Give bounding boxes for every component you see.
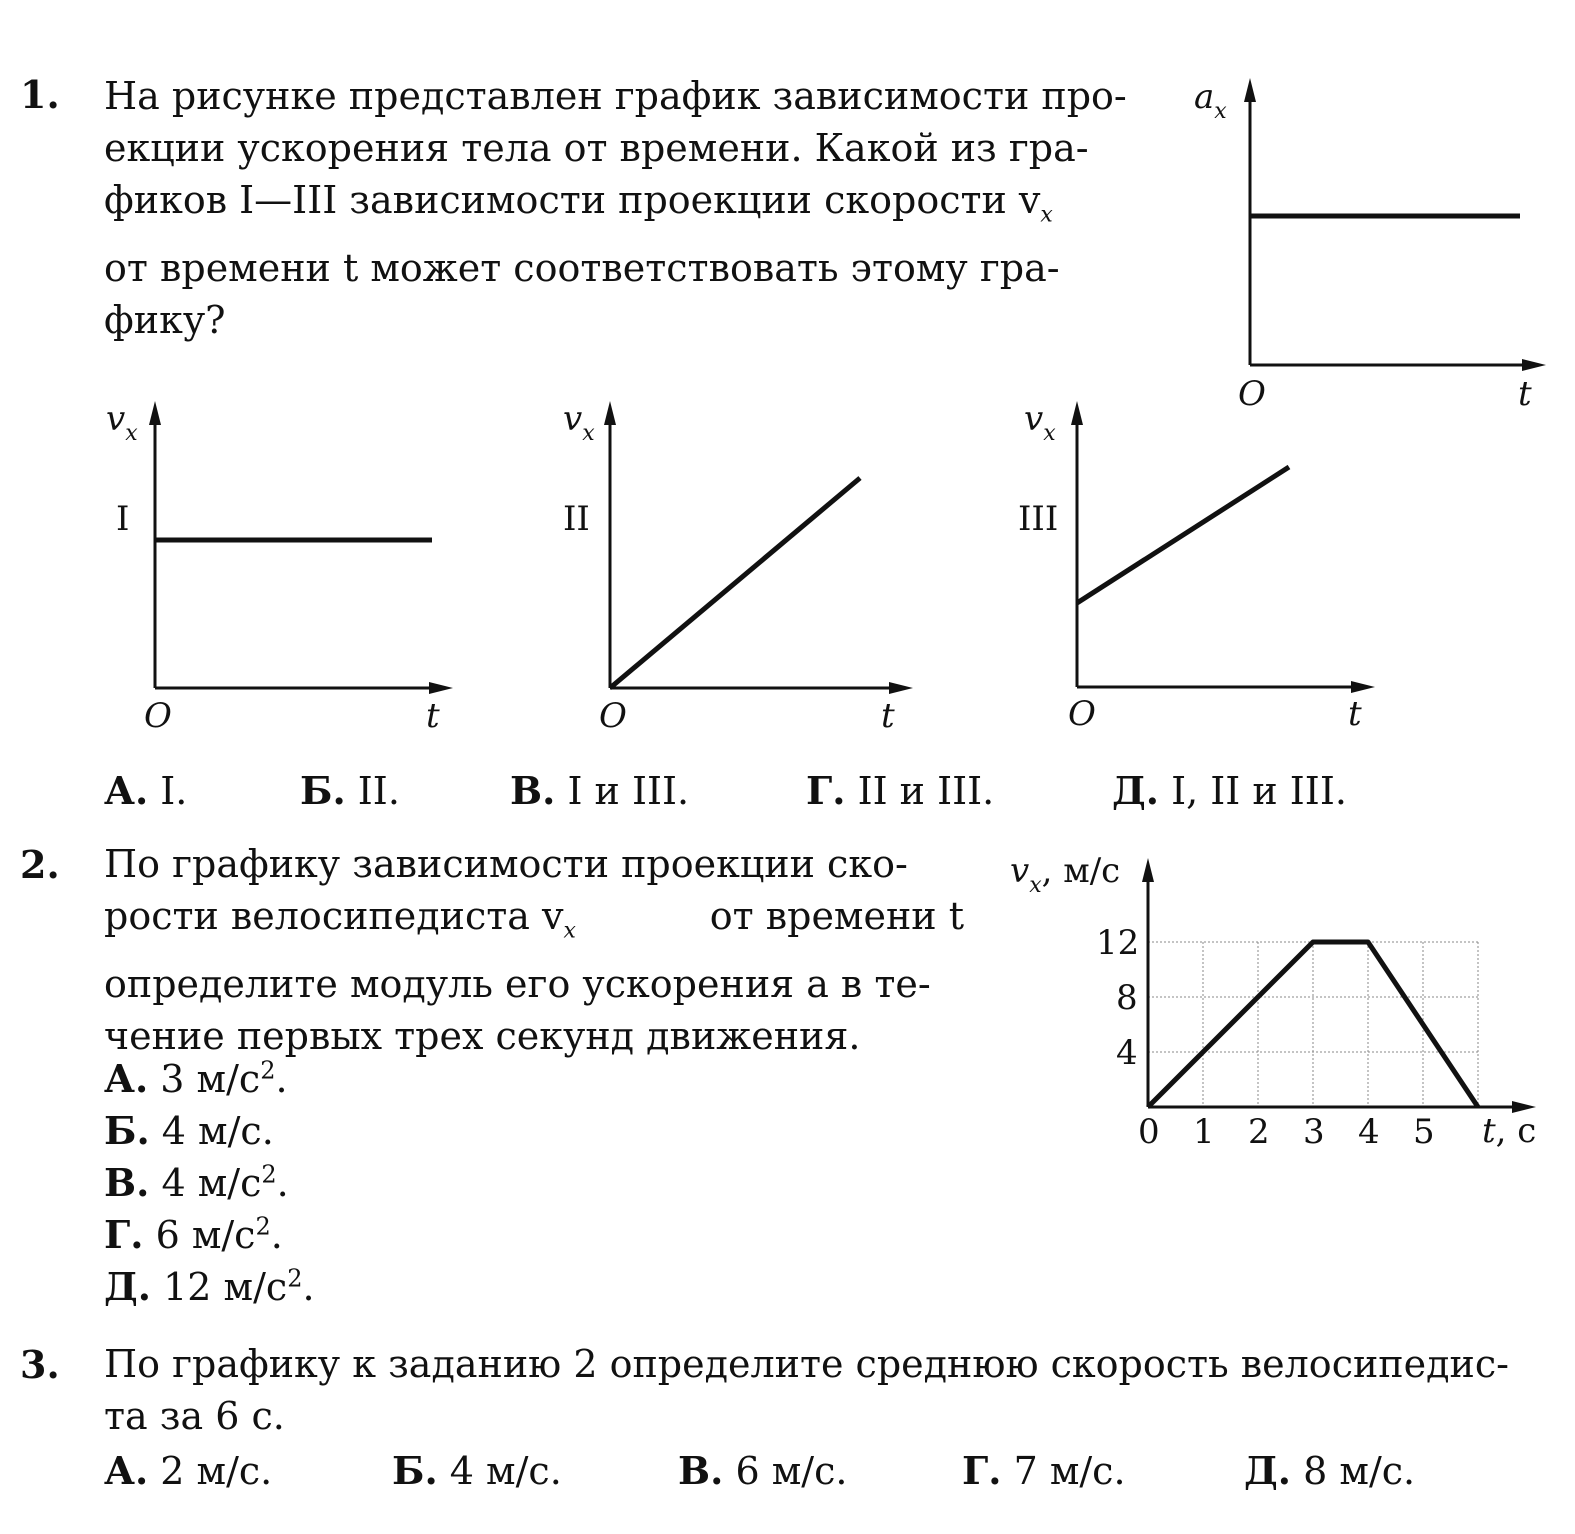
graph-II-x-label: t [881,696,895,736]
q1-option-e-letter: Д. [1112,768,1160,813]
q3-option-e-letter: Д. [1244,1448,1292,1493]
graph-III-roman: III [1018,499,1059,539]
q2-option-d-text: 6 м/с [155,1213,256,1257]
q3-option-a[interactable] [104,1448,272,1493]
q2-line-3: определите модуль его ускорения a в те- [104,961,931,1006]
q1-option-c[interactable] [510,768,689,813]
q3-option-a-letter: А. [104,1448,149,1493]
q2-option-b-text: 4 м/с. [161,1109,274,1153]
graph-II-origin: O [599,696,627,736]
q1-line-1: На рисунке представлен график зависимости про- [104,74,1127,118]
graph-I-roman: I [116,499,130,539]
question-3-number: 3. [20,1342,60,1387]
q2-line-1: По графику зависимости проекции ско- [104,842,908,886]
velocity-graph-I [100,395,480,755]
chart-y-label: v [1010,851,1030,891]
chart-x-tick-label: 3 [1303,1112,1325,1152]
q1-option-b[interactable] [300,768,400,813]
chart-x-tick-label: 1 [1193,1112,1215,1152]
q2-option-a-end: . [275,1057,288,1101]
q2-option-c-letter: В. [104,1160,150,1205]
q2-option-c[interactable] [104,1160,289,1205]
svg-text:vx [106,399,138,446]
chart-y-arrow [1142,858,1154,882]
q3-option-e-text: 8 м/с. [1303,1449,1416,1493]
chart-y-tick-label: 12 [1096,923,1140,963]
q1-line-3-sub: x [1040,202,1053,228]
chart-x-tick-label: 5 [1413,1112,1435,1152]
q1-option-b-letter: Б. [300,768,346,813]
chart-x-tick-label: 0 [1138,1112,1160,1152]
q1-option-c-text: I и III. [567,769,690,813]
chart-y-unit: , м/с [1041,851,1121,891]
q2-line-2-a [104,890,576,958]
graph-III-x-label: t [1348,694,1362,734]
q2-option-e[interactable] [104,1264,315,1309]
accel-y-sub: x [1214,99,1227,124]
q3-option-c[interactable] [678,1448,847,1493]
q1-option-d[interactable] [806,768,994,813]
q2-line-4: чение первых трех секунд движения. [104,1013,861,1058]
q3-option-c-text: 6 м/с. [735,1449,848,1493]
q3-option-d[interactable] [962,1448,1126,1493]
chart-y-tick-label: 4 [1116,1033,1138,1073]
q1-option-c-letter: В. [510,768,556,813]
q1-option-d-letter: Г. [806,768,846,813]
q2-option-e-sup: 2 [287,1264,303,1293]
q1-option-e[interactable] [1112,768,1347,813]
accel-x-label: t [1518,374,1532,414]
q1-line-3 [104,174,1149,242]
graph-III-y-label: v [1024,399,1044,439]
speed-time-chart [1000,850,1560,1170]
graph-I-origin: O [144,696,172,736]
q1-option-b-text: II. [357,769,400,813]
svg-text:vx [1024,399,1056,446]
q2-option-a-text: 3 м/с [160,1057,261,1101]
q2-option-b-letter: Б. [104,1108,150,1153]
q2-option-c-text: 4 м/с [161,1161,262,1205]
q2-option-a-letter: А. [104,1056,149,1101]
q2-line-2 [104,890,964,958]
graph-II-y-sub: x [582,421,595,446]
q1-option-a-letter: А. [104,768,149,813]
q2-option-d-letter: Г. [104,1212,144,1257]
q3-option-e[interactable] [1244,1448,1415,1493]
velocity-graph-II [555,395,935,755]
graph-I-x-label: t [426,696,440,736]
q2-line-2-b: от времени t [709,894,964,938]
chart-x-tick-label: 4 [1358,1112,1380,1152]
q3-option-c-letter: В. [678,1448,724,1493]
q2-option-c-sup: 2 [261,1160,277,1189]
q3-line-1: По графику к заданию 2 определите среднюю скорость велосипедис- [104,1342,1509,1386]
graph-III-origin: O [1068,694,1096,734]
accel-y-label: a [1194,77,1215,117]
q3-line-2: та за 6 с. [104,1394,285,1438]
q2-option-a-sup: 2 [260,1056,276,1085]
chart-x-label: t, с [1482,1111,1537,1151]
q3-option-b-text: 4 м/с. [449,1449,562,1493]
svg-text:vx [563,399,595,446]
q1-option-d-text: II и III. [857,769,995,813]
svg-text:ax [1194,77,1227,124]
q3-option-b[interactable] [392,1448,562,1493]
q2-option-d-sup: 2 [255,1212,271,1241]
chart-y-sub: x [1029,873,1042,898]
q2-option-d[interactable] [104,1212,283,1257]
q3-option-b-letter: Б. [392,1448,438,1493]
q2-option-d-end: . [270,1213,283,1257]
accel-graph [1180,70,1560,430]
chart-y-tick-label: 8 [1116,978,1138,1018]
q2-option-e-end: . [302,1265,315,1309]
q1-line-5: фику? [104,297,226,342]
q3-option-a-text: 2 м/с. [160,1449,273,1493]
q2-option-b[interactable] [104,1108,274,1153]
graph-I-y-label: v [106,399,126,439]
svg-text:vx, м/с [1010,851,1120,898]
q1-line-2: екции ускорения тела от времени. Какой из гра- [104,126,1089,170]
graph-II-roman: II [563,499,590,539]
question-2-number: 2. [20,842,60,887]
question-1-text [104,70,1149,346]
q3-option-d-text: 7 м/с. [1013,1449,1126,1493]
q2-option-e-letter: Д. [104,1264,152,1309]
question-1-number: 1. [20,72,60,117]
q2-line-2-text: рости велосипедиста v [104,894,564,938]
q1-option-a[interactable] [104,768,187,813]
q2-option-c-end: . [276,1161,289,1205]
q3-option-d-letter: Г. [962,1448,1002,1493]
q1-option-e-text: I, II и III. [1171,769,1347,813]
velocity-graph-III [1018,395,1402,755]
graph-III-y-sub: x [1043,421,1056,446]
q2-option-e-text: 12 м/с [163,1265,288,1309]
q1-line-3-text: фиков I—III зависимости проекции скорости v [104,178,1041,222]
question-3-text [104,1338,1534,1442]
q1-line-4: от времени t может соответствовать этому гра- [104,245,1060,290]
graph-I-y-sub: x [125,421,138,446]
accel-origin: O [1238,374,1266,414]
question-2-text [104,838,964,1062]
graph-II-y-label: v [563,399,583,439]
q2-line-2-sub: x [563,918,576,944]
chart-x-tick-label: 2 [1248,1112,1270,1152]
q1-option-a-text: I. [160,769,188,813]
q2-option-a[interactable] [104,1056,288,1101]
